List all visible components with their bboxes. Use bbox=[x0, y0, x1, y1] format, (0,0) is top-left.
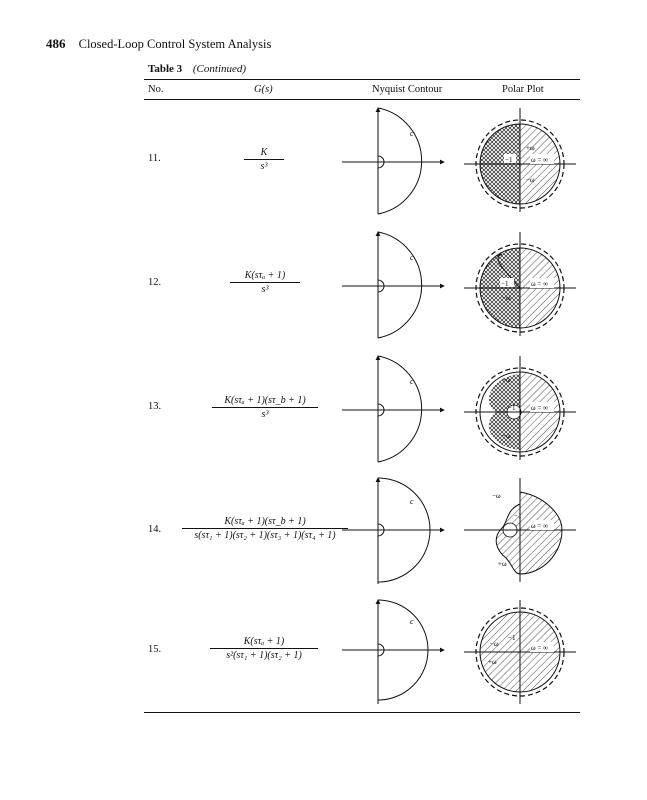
denominator: s(sτ₁ + 1)(sτ₂ + 1)(sτ₃ + 1)(sτ₄ + 1) bbox=[194, 530, 336, 541]
denominator: s²(sτ₁ + 1)(sτ₂ + 1) bbox=[226, 650, 302, 661]
table-caption-note: (Continued) bbox=[192, 63, 247, 75]
column-header-no: No. bbox=[148, 84, 164, 95]
table-bottom-rule bbox=[144, 712, 580, 713]
svg-text:c: c bbox=[410, 253, 414, 262]
numerator: K bbox=[244, 147, 284, 160]
nyquist-contour-14 bbox=[340, 474, 450, 586]
column-header-gs: G(s) bbox=[254, 84, 273, 95]
table-header-rule bbox=[144, 99, 580, 100]
row-number: 13. bbox=[148, 401, 162, 412]
svg-text:−ω: −ω bbox=[502, 294, 511, 302]
polar-plot-14 bbox=[462, 474, 580, 586]
denominator: s³ bbox=[260, 161, 268, 172]
column-header-polar: Polar Plot bbox=[502, 84, 544, 95]
transfer-function bbox=[210, 636, 318, 661]
row-number: 14. bbox=[148, 524, 162, 535]
numerator: K(sτₐ + 1)(sτ_b + 1) bbox=[212, 395, 318, 408]
svg-text:−1: −1 bbox=[508, 404, 516, 412]
svg-text:−ω: −ω bbox=[490, 640, 499, 648]
table-caption bbox=[148, 63, 246, 75]
nyquist-contour-15 bbox=[340, 596, 450, 708]
denominator: s³ bbox=[261, 409, 269, 420]
numerator: K(sτₐ + 1) bbox=[210, 636, 318, 649]
svg-text:+ω: +ω bbox=[526, 144, 535, 152]
polar-plot-15 bbox=[462, 596, 580, 708]
polar-plot-12 bbox=[462, 228, 580, 340]
svg-text:−ω: −ω bbox=[502, 432, 511, 440]
numerator: K(sτₐ + 1) bbox=[230, 270, 300, 283]
table-top-rule bbox=[144, 79, 580, 80]
polar-plot-13 bbox=[462, 352, 580, 464]
nyquist-contour-12 bbox=[340, 228, 450, 340]
svg-text:ω = ∞: ω = ∞ bbox=[531, 522, 549, 530]
svg-text:ω = ∞: ω = ∞ bbox=[531, 404, 549, 412]
transfer-function bbox=[212, 395, 318, 420]
svg-text:c: c bbox=[410, 497, 414, 506]
running-header bbox=[46, 36, 271, 52]
column-header-nyquist: Nyquist Contour bbox=[372, 84, 443, 95]
svg-text:−ω: −ω bbox=[526, 176, 535, 184]
row-number: 15. bbox=[148, 644, 162, 655]
svg-text:−ω: −ω bbox=[492, 492, 501, 500]
nyquist-contour-13 bbox=[340, 352, 450, 464]
running-title: Closed-Loop Control System Analysis bbox=[78, 37, 272, 51]
svg-text:c: c bbox=[410, 617, 414, 626]
contour-arc bbox=[378, 108, 422, 214]
nyquist-contour-11 bbox=[340, 104, 450, 216]
svg-text:−1: −1 bbox=[505, 156, 513, 164]
svg-text:+ω: +ω bbox=[502, 376, 511, 384]
svg-text:ω = ∞: ω = ∞ bbox=[531, 644, 549, 652]
page-number: 486 bbox=[46, 36, 66, 51]
numerator: K(sτₐ + 1)(sτ_b + 1) bbox=[182, 516, 348, 529]
transfer-function bbox=[182, 516, 348, 541]
svg-text:c: c bbox=[410, 377, 414, 386]
svg-text:+ω: +ω bbox=[498, 560, 507, 568]
transfer-function bbox=[230, 270, 300, 295]
polar-plot-11 bbox=[462, 104, 580, 216]
denominator: s³ bbox=[261, 284, 269, 295]
svg-text:−1: −1 bbox=[501, 280, 509, 288]
row-number: 11. bbox=[148, 153, 161, 164]
svg-text:ω = ∞: ω = ∞ bbox=[531, 280, 549, 288]
table-caption-label: Table 3 bbox=[148, 63, 183, 75]
transfer-function bbox=[244, 147, 284, 172]
svg-text:ω = ∞: ω = ∞ bbox=[531, 156, 549, 164]
contour-label: c bbox=[410, 129, 414, 138]
svg-text:−1: −1 bbox=[514, 512, 522, 520]
svg-text:+ω: +ω bbox=[488, 658, 497, 666]
svg-text:−1: −1 bbox=[508, 634, 516, 642]
row-number: 12. bbox=[148, 277, 162, 288]
